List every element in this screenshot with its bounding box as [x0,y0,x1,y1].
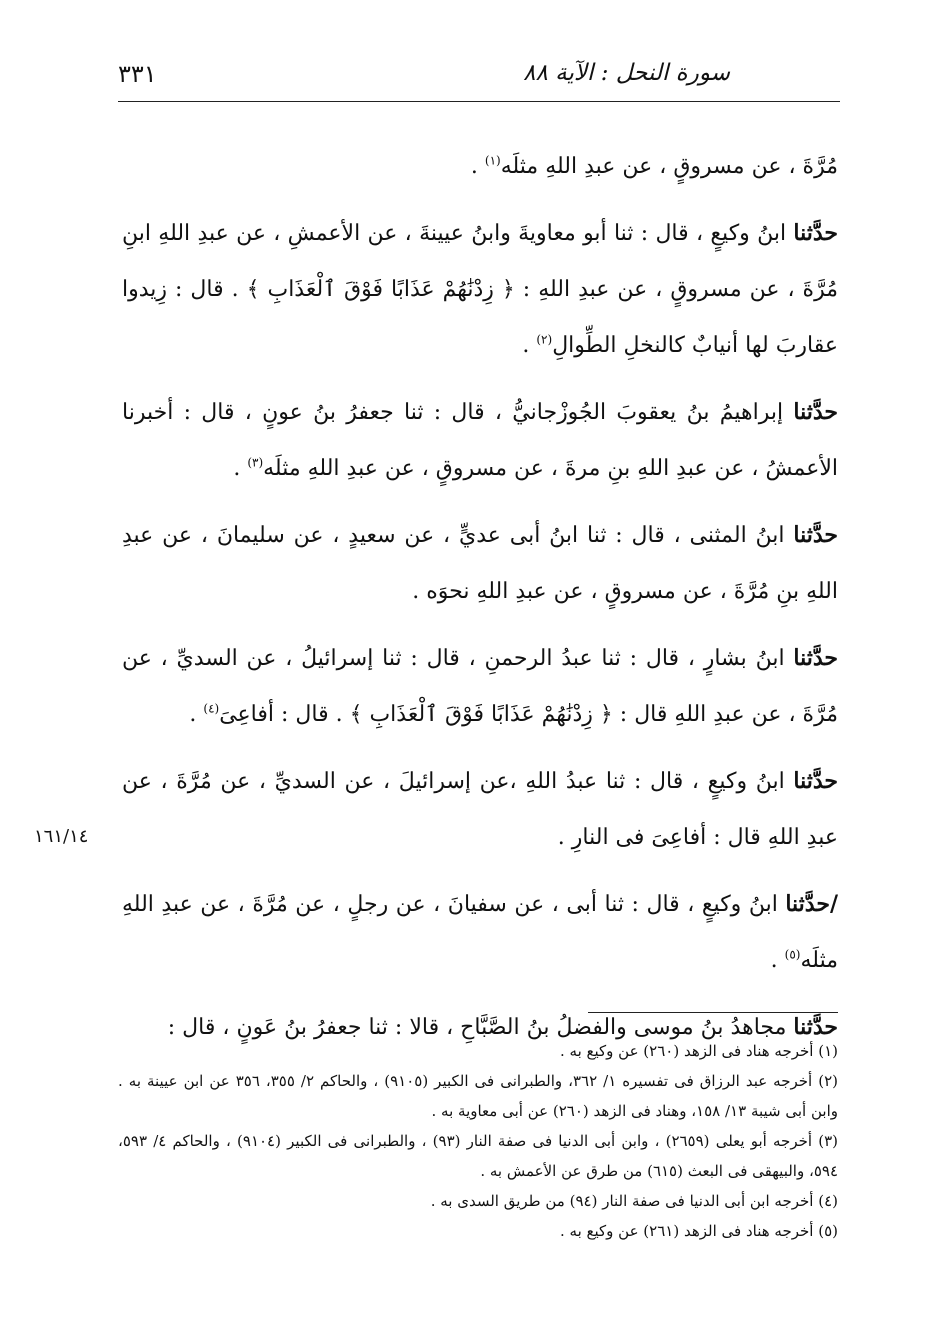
paragraph [122,876,838,989]
margin-note: ١٦١/١٤ [34,826,89,847]
paragraph-text: ابنُ وكيعٍ ، قال : ثنا عبدُ اللهِ ،عن إسرائيلَ ، عن السديِّ ، عن مُرَّةَ ، عن عبدِ اللهِ قال : أفاعِىَ فى النارِ . [122,769,838,850]
header-rule [118,101,840,102]
footnote-ref: (٢) [536,332,553,347]
footnote: (٥) أخرجه هناد فى الزهد (٢٦١) عن وكيع به . [559,1222,838,1240]
paragraph-text: مُرَّةَ ، عن مسروقٍ ، عن عبدِ اللهِ مثلَه [500,154,838,179]
paragraph-lead: /حدَّثنا [785,891,838,917]
paragraph [122,753,838,866]
footnote-ref: (٤) [203,701,220,716]
footnote: (١) أخرجه هناد فى الزهد (٢٦٠) عن وكيع به . [559,1042,838,1060]
footnotes [118,1036,838,1246]
footnote: (٢) أخرجه عبد الرزاق فى تفسيره ١/ ٣٦٢، والطبرانى فى الكبير (٩١٠٥) ، والحاكم ٢/ ٣٥٥، ٣٥٦ عن ابن عيينة به . وابن أبى شيبة ١٣/ ١٥٨، وهناد فى الزهد (٢٦٠) عن أبى معاوية به . [118,1072,838,1120]
paragraph-lead: حدَّثنا [793,768,838,794]
paragraph-lead: حدَّثنا [793,1014,838,1040]
page-header [118,58,840,98]
paragraph-text: ابنُ وكيعٍ ، قال : ثنا أبو معاويةَ وابنُ عيينةَ ، عن الأعمشِ ، عن عبدِ اللهِ ابنِ مُرَّةَ ، عن مسروقٍ ، عن عبدِ اللهِ : ﴿ زِدْنَٰهُمْ عَذَابًا فَوْقَ ٱلْعَذَابِ ﴾ . قال : زِيدوا عقاربَ لها أنيابٌ كالنخلِ الطِّوالِ [122,221,838,358]
paragraph-text: ابنُ المثنى ، قال : ثنا ابنُ أبى عديٍّ ، عن سعيدٍ ، عن سليمانَ ، عن عبدِ اللهِ بنِ مُرَّةَ ، عن مسروقٍ ، عن عبدِ اللهِ نحوَه . [122,523,838,604]
page-number: ٣٣١ [118,60,157,88]
paragraph-text: ابنُ بشارٍ ، قال : ثنا عبدُ الرحمنِ ، قال : ثنا إسرائيلُ ، عن السديِّ ، عن مُرَّةَ ، عن عبدِ اللهِ قال : ﴿ زِدْنَٰهُمْ عَذَابًا فَوْقَ ٱلْعَذَابِ ﴾ . قال : أفاعِىَ [122,646,838,727]
footnote-ref: (٣) [247,455,264,470]
paragraph [122,384,838,497]
paragraph-lead: حدَّثنا [793,220,838,246]
paragraph-lead: حدَّثنا [793,399,838,425]
paragraph-end: . [470,154,485,179]
footnote-rule [588,1012,838,1013]
footnote: (٤) أخرجه ابن أبى الدنيا فى صفة النار (٩٤) من طريق السدى به . [430,1192,838,1210]
paragraph-text: إبراهيمُ بنُ يعقوبَ الجُوزْجانيُّ ، قال : ثنا جعفرُ بنُ عونٍ ، قال : أخبرنا الأعمشُ ، عن عبدِ اللهِ بنِ مرةَ ، عن مسروقٍ ، عن عبدِ اللهِ مثلَه [122,400,838,481]
paragraph-end: . [522,333,537,358]
running-title: سورة النحل : الآية ٨٨ [523,60,730,86]
footnote-ref: (٥) [784,947,801,962]
paragraph [122,138,838,195]
paragraph-lead: حدَّثنا [793,645,838,671]
main-text [122,138,838,1066]
paragraph-end: . [189,702,204,727]
footnote: (٣) أخرجه أبو يعلى (٢٦٥٩) ، وابن أبى الدنيا فى صفة النار (٩٣) ، والطبرانى فى الكبير (٩١٠٤) ، والحاكم ٤/ ٥٩٣، ٥٩٤، والبيهقى فى البعث (٦١٥) من طرق عن الأعمش به . [118,1132,838,1180]
footnote-ref: (١) [484,153,501,168]
paragraph-end: . [233,456,248,481]
paragraph [122,507,838,620]
paragraph [122,205,838,374]
paragraph-text: مجاهدُ بنُ موسى والفضلُ بنُ الصَّبَّاحِ ، قالا : ثنا جعفرُ بنُ عَونٍ ، قال : [167,1015,794,1040]
paragraph-text: ابنُ وكيعٍ ، قال : ثنا أبى ، عن سفيانَ ، عن رجلٍ ، عن مُرَّةَ ، عن عبدِ اللهِ مثلَه [122,892,838,973]
paragraph [122,630,838,743]
paragraph-lead: حدَّثنا [793,522,838,548]
paragraph-end: . [770,948,785,973]
